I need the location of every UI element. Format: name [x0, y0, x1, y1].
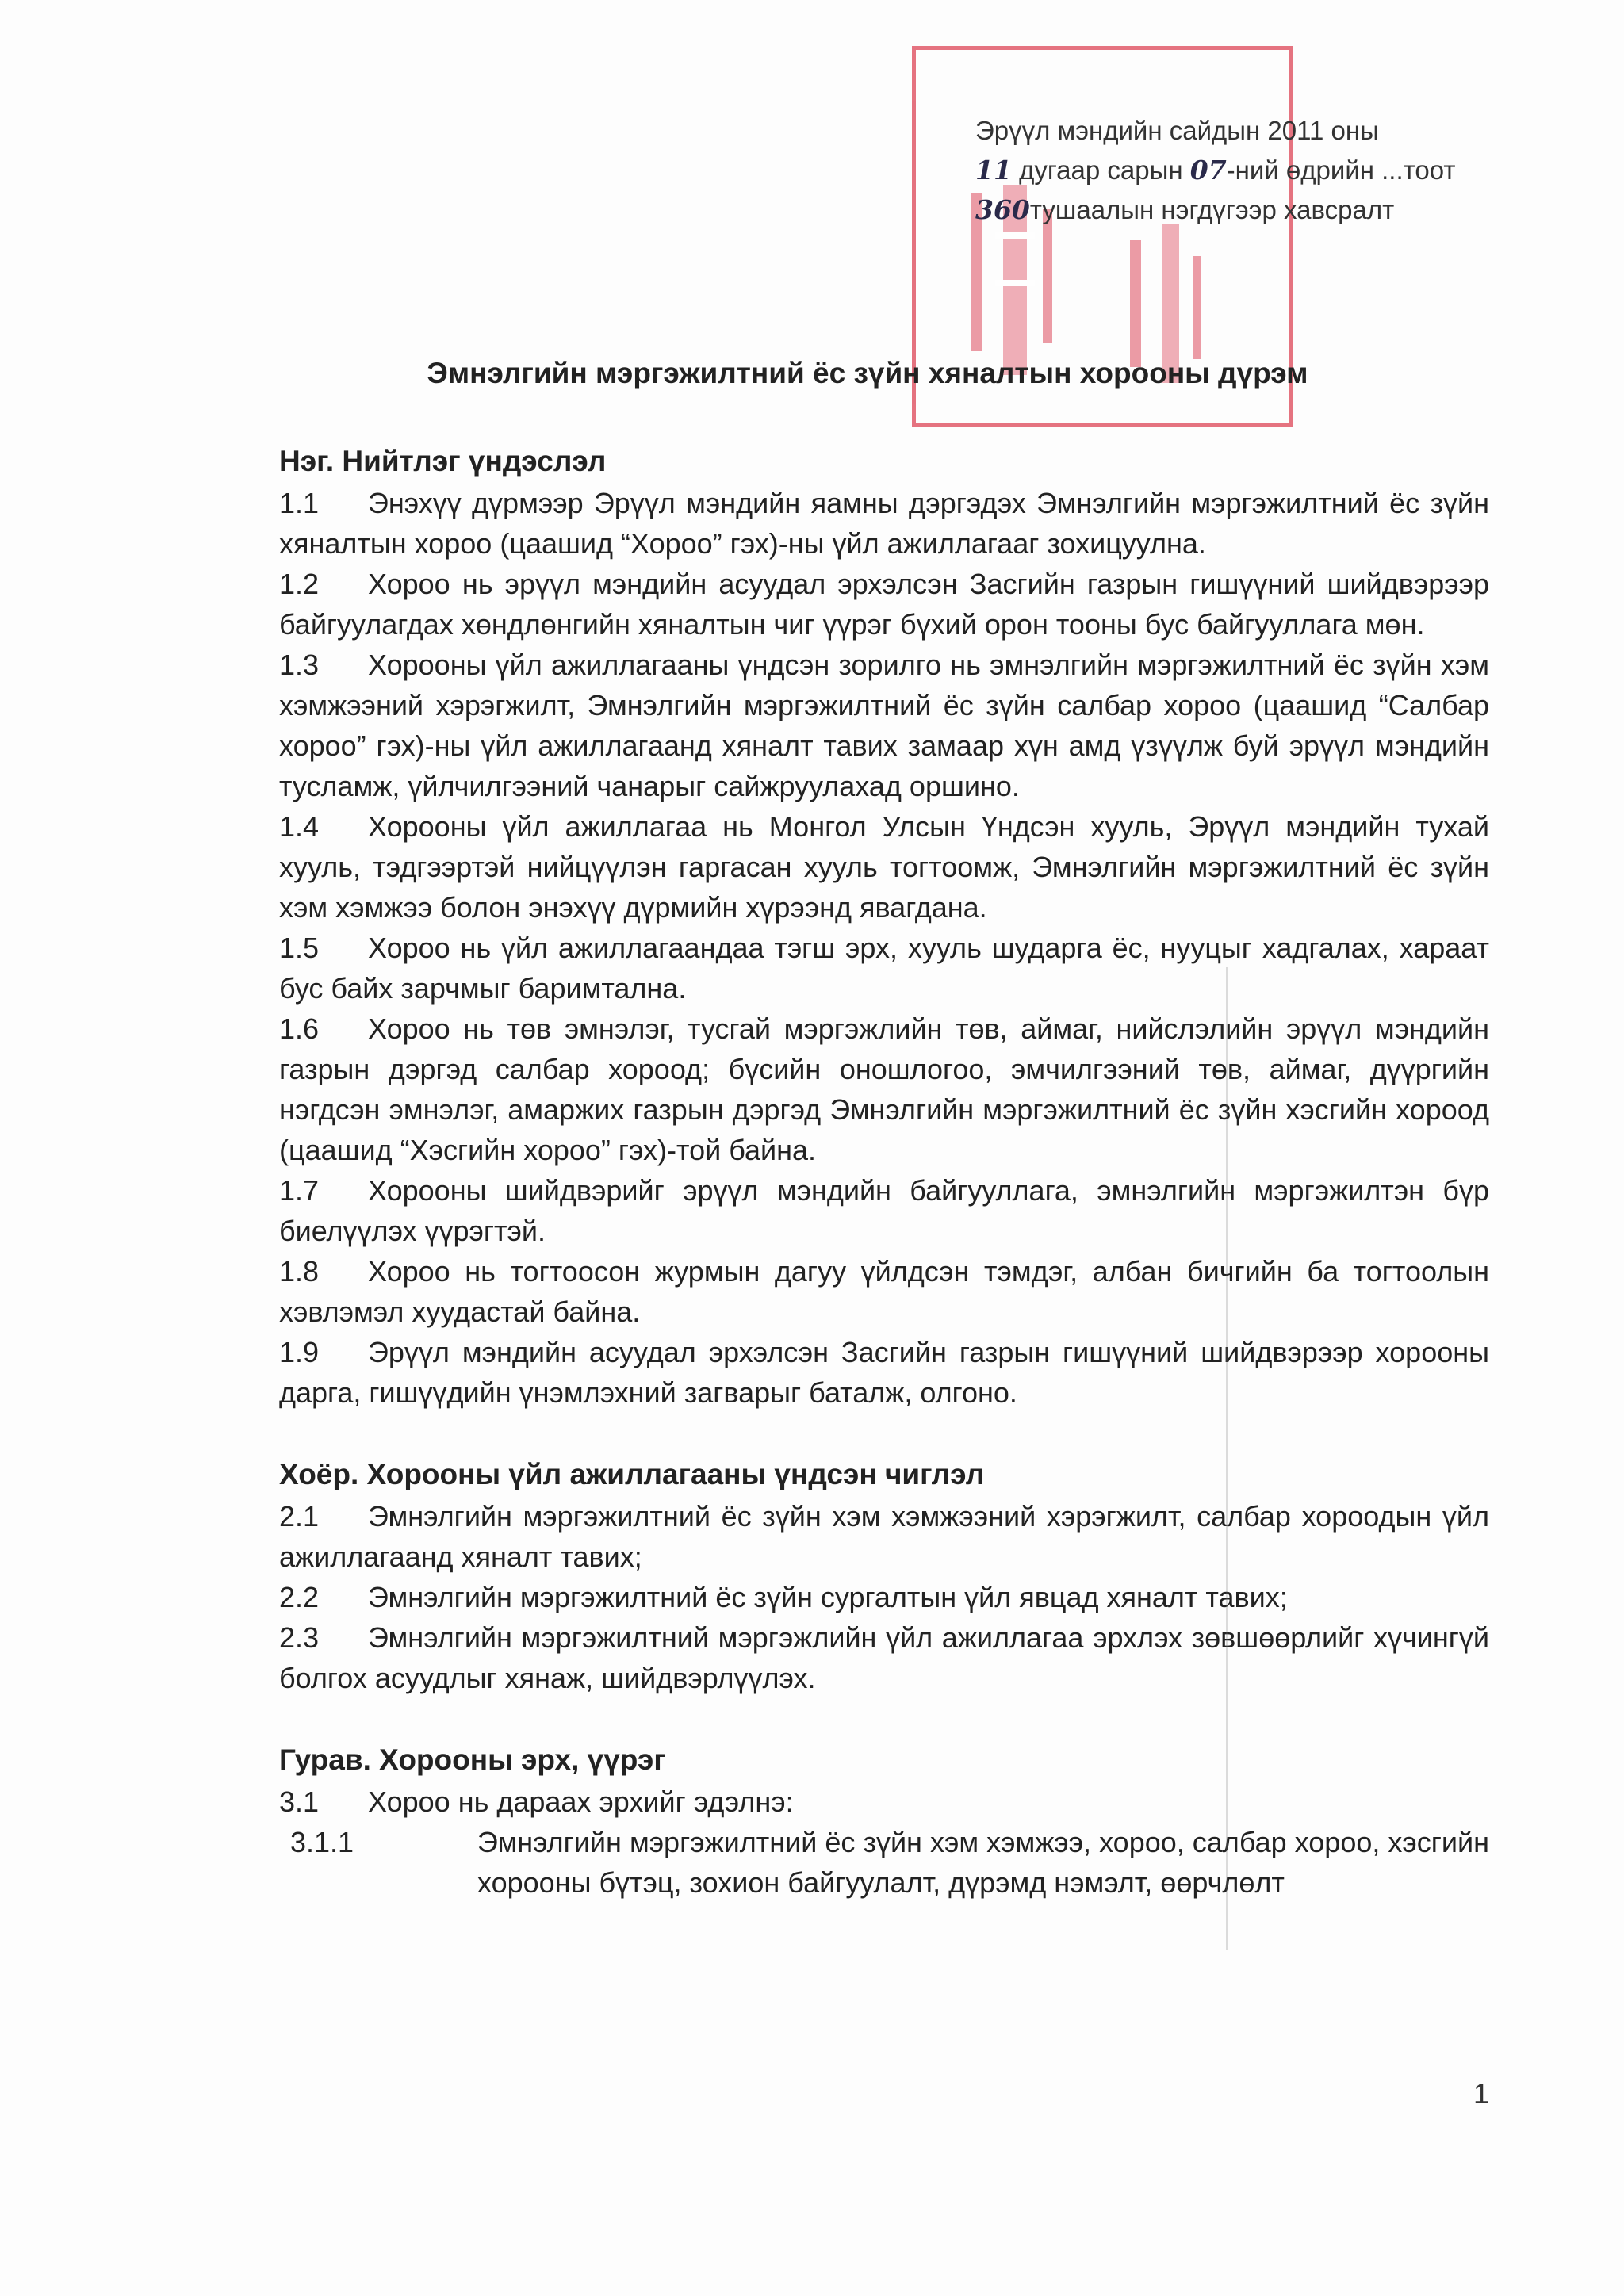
annex-line-1: Эрүүл мэндийн сайдын 2011 оны: [975, 116, 1379, 145]
clause-number: 1.4: [279, 810, 320, 843]
section-spacer: [279, 1413, 1489, 1454]
annex-line-3-text: тушаалын нэгдүгээр хавсралт: [1029, 195, 1395, 224]
clause-number: 2.2: [279, 1581, 320, 1613]
clause-number: 1.6: [279, 1012, 320, 1045]
clause-number: 3.1: [279, 1785, 320, 1818]
clause-1-1: [279, 483, 1489, 564]
clause-text: Эрүүл мэндийн асуудал эрхэлсэн Засгийн газрын гишүүний шийдвэрээр хорооны дарга, гишүүдийн үнэмлэхний загварыг баталж, олгоно.: [279, 1336, 1489, 1409]
clause-text: Энэхүү дүрмээр Эрүүл мэндийн яамны дэргэдэх Эмнэлгийн мэргэжилтний ёс зүйн хяналтын хороо (цаашид “Хороо” гэх)-ны үйл ажиллагааг зохицуулна.: [279, 487, 1489, 560]
clause-1-7: [279, 1170, 1489, 1251]
document-body: [279, 441, 1489, 1903]
document-title: Эмнэлгийн мэргэжилтний ёс зүйн хяналтын хорооны дүрэм: [427, 357, 1308, 389]
clause-2-1: [279, 1496, 1489, 1577]
clause-number: 1.2: [279, 568, 320, 600]
clause-text: Хорооны шийдвэрийг эрүүл мэндийн байгууллага, эмнэлгийн мэргэжилтэн бүр биелүүлэх үүрэгтэй.: [279, 1174, 1489, 1247]
annex-line-3: [975, 190, 1483, 230]
clause-text: Хорооны үйл ажиллагааны үндсэн зорилго нь эмнэлгийн мэргэжилтний ёс зүйн хэм хэмжээний хэрэгжилт, Эмнэлгийн мэргэжилтний ёс зүйн салбар хороо (цаашид “Салбар хороо” гэх)-ны үйл ажиллагаанд хяналт тавих замаар хүн амд үзүүлж буй эрүүл мэндийн тусламж, үйлчилгээний чанарыг сайжруулахад оршино.: [279, 649, 1489, 802]
clause-text: Хороо нь үйл ажиллагаандаа тэгш эрх, хууль шударга ёс, нууцыг хадгалах, хараат бус байх зарчмыг баримтална.: [279, 932, 1489, 1004]
clause-text: Хорооны үйл ажиллагаа нь Монгол Улсын Үндсэн хууль, Эрүүл мэндийн тухай хууль, тэдгээртэй нийцүүлэн гаргасан хууль тогтоомж, Эмнэлгийн мэргэжилтний ёс зүйн хэм хэмжээ болон энэхүү дүрмийн хүрээнд явагдана.: [279, 810, 1489, 924]
clause-text: Хороо нь төв эмнэлэг, тусгай мэргэжлийн төв, аймаг, нийслэлийн эрүүл мэндийн газрын дэргэд салбар хороод; бүсийн оношлогоо, эмчилгээний төв, аймаг, дүүргийн нэгдсэн эмнэлэг, амаржих газрын дэргэд Эмнэлгийн мэргэжилтний ёс зүйн хэсгийн хороод (цаашид “Хэсгийн хороо” гэх)-той байна.: [279, 1012, 1489, 1166]
clause-number: 1.3: [279, 649, 320, 681]
section-heading-2: Хоёр. Хорооны үйл ажиллагааны үндсэн чиглэл: [279, 1458, 985, 1490]
annex-line-2-end: -ний өдрийн ...тоот: [1226, 155, 1456, 185]
clause-2-2: [279, 1577, 1489, 1617]
clause-2-3: [279, 1617, 1489, 1698]
clause-text: Хороо нь эрүүл мэндийн асуудал эрхэлсэн Засгийн газрын гишүүний шийдвэрээр байгуулагдах хөндлөнгийн хяналтын чиг үүрэг бүхий орон тооны бус байгууллага мөн.: [279, 568, 1489, 641]
clause-1-5: [279, 928, 1489, 1008]
clause-text: Хороо нь дараах эрхийг эдэлнэ:: [368, 1785, 794, 1818]
annex-line-2: [975, 151, 1483, 190]
clause-text: Эмнэлгийн мэргэжилтний ёс зүйн хэм хэмжээний хэрэгжилт, салбар хороодын үйл ажиллагаанд хяналт тавих;: [279, 1500, 1489, 1573]
subclause-number: 3.1.1: [290, 1826, 354, 1858]
clause-number: 1.5: [279, 932, 320, 964]
section-heading-3: Гурав. Хорооны эрх, үүрэг: [279, 1743, 666, 1776]
clause-1-2: [279, 564, 1489, 645]
annex-reference: [975, 111, 1483, 230]
page-number: 1: [1473, 2077, 1490, 2110]
clause-text: Хороо нь тогтоосон журмын дагуу үйлдсэн тэмдэг, албан бичгийн ба тогтоолын хэвлэмэл хуудастай байна.: [279, 1255, 1489, 1328]
annex-month-handwritten: 11: [975, 155, 1012, 186]
clause-1-9: [279, 1332, 1489, 1413]
section-spacer: [279, 1698, 1489, 1739]
clause-1-8: [279, 1251, 1489, 1332]
clause-number: 1.1: [279, 487, 320, 519]
clause-1-3: [279, 645, 1489, 806]
clause-text: Эмнэлгийн мэргэжилтний мэргэжлийн үйл ажиллагаа эрхлэх зөвшөөрлийг хүчингүй болгох асуудлыг хянаж, шийдвэрлүүлэх.: [279, 1621, 1489, 1694]
section-heading-1: Нэг. Нийтлэг үндэслэл: [279, 445, 607, 477]
clause-1-6: [279, 1008, 1489, 1170]
scan-fold-line: [1226, 967, 1228, 1950]
subclause-text: Эмнэлгийн мэргэжилтний ёс зүйн хэм хэмжээ, хороо, салбар хороо, хэсгийн хорооны бүтэц, зохион байгуулалт, дүрэмд нэмэлт, өөрчлөлт: [477, 1826, 1489, 1899]
clause-3-1: [279, 1781, 1489, 1822]
annex-line-2-text: дугаар сарын: [1019, 155, 1183, 185]
clause-number: 2.1: [279, 1500, 320, 1533]
annex-day-handwritten: 07: [1189, 155, 1227, 186]
clause-number: 1.8: [279, 1255, 320, 1288]
clause-number: 1.7: [279, 1174, 320, 1207]
clause-3-1-1: [279, 1822, 1489, 1903]
clause-number: 2.3: [279, 1621, 320, 1654]
clause-1-4: [279, 806, 1489, 928]
clause-text: Эмнэлгийн мэргэжилтний ёс зүйн сургалтын үйл явцад хяналт тавих;: [368, 1581, 1288, 1613]
clause-number: 1.9: [279, 1336, 320, 1368]
annex-number-handwritten: 360: [975, 194, 1030, 225]
